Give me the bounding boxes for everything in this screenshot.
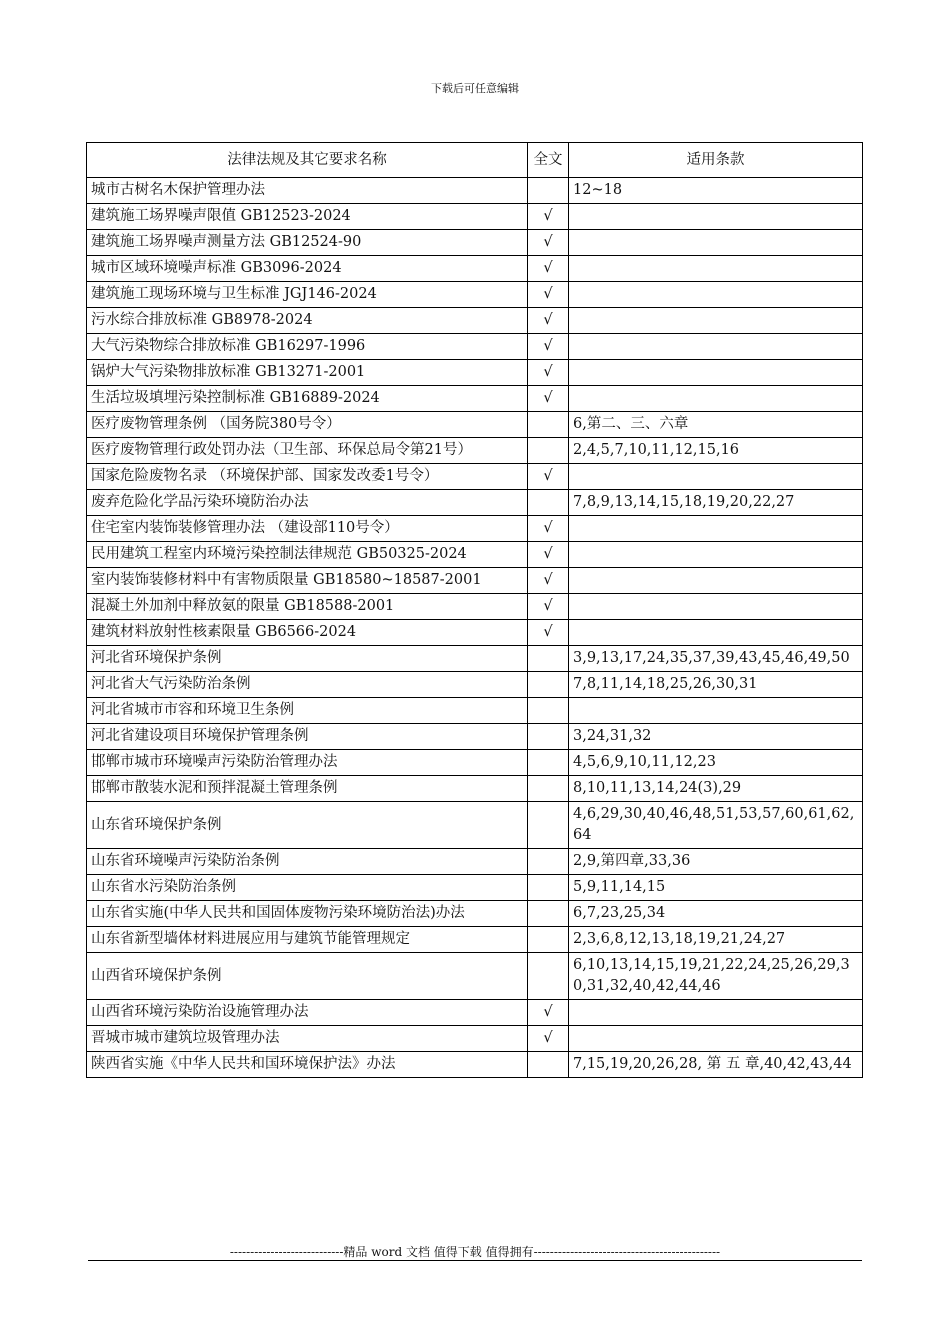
row-full-text-cell: [528, 802, 569, 849]
row-clauses-cell: [569, 516, 863, 542]
row-full-text-cell: √: [528, 308, 569, 334]
row-clauses-cell: [569, 594, 863, 620]
table-row: [87, 360, 863, 386]
row-full-text-cell: √: [528, 256, 569, 282]
row-name-cell: 山东省实施(中华人民共和国固体废物污染环境防治法)办法: [87, 901, 528, 927]
row-full-text-cell: √: [528, 542, 569, 568]
row-clauses-cell: [569, 204, 863, 230]
row-clauses-cell: 6,7,23,25,34: [569, 901, 863, 927]
row-full-text-cell: [528, 875, 569, 901]
row-name-cell: 生活垃圾填埋污染控制标准 GB16889-2024: [87, 386, 528, 412]
row-name-cell: 建筑施工场界噪声测量方法 GB12524-90: [87, 230, 528, 256]
row-full-text-cell: [528, 849, 569, 875]
row-full-text-cell: √: [528, 230, 569, 256]
row-name-cell: 山东省水污染防治条例: [87, 875, 528, 901]
row-full-text-cell: √: [528, 516, 569, 542]
header-name: 法律法规及其它要求名称: [87, 143, 528, 178]
row-full-text-cell: √: [528, 204, 569, 230]
row-name-cell: 河北省城市市容和环境卫生条例: [87, 698, 528, 724]
table-row: [87, 875, 863, 901]
row-clauses-cell: 4,5,6,9,10,11,12,23: [569, 750, 863, 776]
row-clauses-cell: 6,第二、三、六章: [569, 412, 863, 438]
table-row: [87, 901, 863, 927]
row-full-text-cell: √: [528, 334, 569, 360]
row-full-text-cell: √: [528, 360, 569, 386]
header-note: 下载后可任意编辑: [431, 82, 519, 95]
row-full-text-cell: √: [528, 282, 569, 308]
row-clauses-cell: 4,6,29,30,40,46,48,51,53,57,60,61,62,64: [569, 802, 863, 849]
table-row: [87, 438, 863, 464]
row-clauses-cell: [569, 282, 863, 308]
table-row: [87, 308, 863, 334]
row-clauses-cell: 12~18: [569, 178, 863, 204]
row-full-text-cell: [528, 646, 569, 672]
row-name-cell: 山西省环境保护条例: [87, 953, 528, 1000]
regulations-table: [86, 142, 863, 1078]
row-name-cell: 河北省建设项目环境保护管理条例: [87, 724, 528, 750]
table-row: [87, 282, 863, 308]
row-name-cell: 医疗废物管理行政处罚办法（卫生部、环保总局令第21号）: [87, 438, 528, 464]
header-clauses: 适用条款: [569, 143, 863, 178]
row-name-cell: 医疗废物管理条例 （国务院380号令）: [87, 412, 528, 438]
row-full-text-cell: [528, 724, 569, 750]
table-row: [87, 1000, 863, 1026]
table-row: [87, 334, 863, 360]
row-full-text-cell: [528, 953, 569, 1000]
footer-text: ----------------------------精品 word 文档 值得下载 值得拥有----------------------------------------------: [229, 1245, 721, 1259]
row-full-text-cell: √: [528, 464, 569, 490]
row-name-cell: 山东省新型墙体材料进展应用与建筑节能管理规定: [87, 927, 528, 953]
table-row: [87, 849, 863, 875]
row-name-cell: 晋城市城市建筑垃圾管理办法: [87, 1026, 528, 1052]
table-row: [87, 464, 863, 490]
row-name-cell: 城市区域环境噪声标准 GB3096-2024: [87, 256, 528, 282]
row-full-text-cell: [528, 698, 569, 724]
table-row: [87, 672, 863, 698]
table-row: [87, 802, 863, 849]
row-full-text-cell: [528, 178, 569, 204]
table-row: [87, 412, 863, 438]
table-row: [87, 516, 863, 542]
row-clauses-cell: 2,4,5,7,10,11,12,15,16: [569, 438, 863, 464]
row-name-cell: 山西省环境污染防治设施管理办法: [87, 1000, 528, 1026]
row-full-text-cell: [528, 927, 569, 953]
row-clauses-cell: [569, 230, 863, 256]
table-row: [87, 256, 863, 282]
row-clauses-cell: 5,9,11,14,15: [569, 875, 863, 901]
table-row: [87, 490, 863, 516]
row-clauses-cell: 2,3,6,8,12,13,18,19,21,24,27: [569, 927, 863, 953]
row-clauses-cell: 2,9,第四章,33,36: [569, 849, 863, 875]
row-name-cell: 国家危险废物名录 （环境保护部、国家发改委1号令）: [87, 464, 528, 490]
row-clauses-cell: 6,10,13,14,15,19,21,22,24,25,26,29,30,31,32,40,42,44,46: [569, 953, 863, 1000]
row-clauses-cell: 7,8,11,14,18,25,26,30,31: [569, 672, 863, 698]
row-full-text-cell: [528, 750, 569, 776]
row-full-text-cell: [528, 901, 569, 927]
table-row: [87, 776, 863, 802]
row-name-cell: 混凝土外加剂中释放氨的限量 GB18588-2001: [87, 594, 528, 620]
row-clauses-cell: [569, 542, 863, 568]
row-clauses-cell: [569, 620, 863, 646]
table-row: [87, 542, 863, 568]
table-row: [87, 750, 863, 776]
row-clauses-cell: 7,15,19,20,26,28, 第 五 章,40,42,43,44: [569, 1052, 863, 1078]
table-row: [87, 724, 863, 750]
table-row: [87, 953, 863, 1000]
table-row: [87, 646, 863, 672]
row-name-cell: 建筑施工场界噪声限值 GB12523-2024: [87, 204, 528, 230]
table-row: [87, 386, 863, 412]
row-clauses-cell: [569, 1026, 863, 1052]
row-full-text-cell: [528, 490, 569, 516]
row-clauses-cell: [569, 334, 863, 360]
row-clauses-cell: [569, 256, 863, 282]
row-name-cell: 住宅室内装饰装修管理办法 （建设部110号令）: [87, 516, 528, 542]
row-name-cell: 民用建筑工程室内环境污染控制法律规范 GB50325-2024: [87, 542, 528, 568]
table-row: [87, 1026, 863, 1052]
row-full-text-cell: √: [528, 620, 569, 646]
table-row: [87, 568, 863, 594]
row-full-text-cell: [528, 776, 569, 802]
row-full-text-cell: [528, 1052, 569, 1078]
row-full-text-cell: √: [528, 1000, 569, 1026]
table-row: [87, 230, 863, 256]
row-clauses-cell: 7,8,9,13,14,15,18,19,20,22,27: [569, 490, 863, 516]
row-name-cell: 山东省环境噪声污染防治条例: [87, 849, 528, 875]
row-name-cell: 大气污染物综合排放标准 GB16297-1996: [87, 334, 528, 360]
row-name-cell: 山东省环境保护条例: [87, 802, 528, 849]
table-row: [87, 698, 863, 724]
row-name-cell: 建筑材料放射性核素限量 GB6566-2024: [87, 620, 528, 646]
row-full-text-cell: √: [528, 594, 569, 620]
row-name-cell: 河北省环境保护条例: [87, 646, 528, 672]
row-name-cell: 废弃危险化学品污染环境防治办法: [87, 490, 528, 516]
row-clauses-cell: 3,9,13,17,24,35,37,39,43,45,46,49,50: [569, 646, 863, 672]
row-full-text-cell: [528, 672, 569, 698]
row-clauses-cell: [569, 308, 863, 334]
table-row: [87, 178, 863, 204]
row-full-text-cell: √: [528, 386, 569, 412]
row-clauses-cell: [569, 464, 863, 490]
row-name-cell: 陕西省实施《中华人民共和国环境保护法》办法: [87, 1052, 528, 1078]
footer-divider: [88, 1260, 862, 1261]
table-row: [87, 204, 863, 230]
table-row: [87, 927, 863, 953]
table-row: [87, 1052, 863, 1078]
row-full-text-cell: √: [528, 1026, 569, 1052]
row-name-cell: 城市古树名木保护管理办法: [87, 178, 528, 204]
table-body: [87, 178, 863, 1078]
row-full-text-cell: [528, 438, 569, 464]
row-clauses-cell: [569, 568, 863, 594]
row-name-cell: 锅炉大气污染物排放标准 GB13271-2001: [87, 360, 528, 386]
row-full-text-cell: √: [528, 568, 569, 594]
table-row: [87, 620, 863, 646]
row-name-cell: 污水综合排放标准 GB8978-2024: [87, 308, 528, 334]
table-row: [87, 594, 863, 620]
row-name-cell: 河北省大气污染防治条例: [87, 672, 528, 698]
row-clauses-cell: 3,24,31,32: [569, 724, 863, 750]
table-header-row: [87, 143, 863, 178]
row-clauses-cell: 8,10,11,13,14,24(3),29: [569, 776, 863, 802]
row-name-cell: 邯郸市散装水泥和预拌混凝土管理条例: [87, 776, 528, 802]
row-name-cell: 建筑施工现场环境与卫生标准 JGJ146-2024: [87, 282, 528, 308]
row-name-cell: 室内装饰装修材料中有害物质限量 GB18580~18587-2001: [87, 568, 528, 594]
header-full-text: 全文: [528, 143, 569, 178]
row-clauses-cell: [569, 1000, 863, 1026]
row-clauses-cell: [569, 386, 863, 412]
row-clauses-cell: [569, 698, 863, 724]
row-clauses-cell: [569, 360, 863, 386]
row-name-cell: 邯郸市城市环境噪声污染防治管理办法: [87, 750, 528, 776]
row-full-text-cell: [528, 412, 569, 438]
